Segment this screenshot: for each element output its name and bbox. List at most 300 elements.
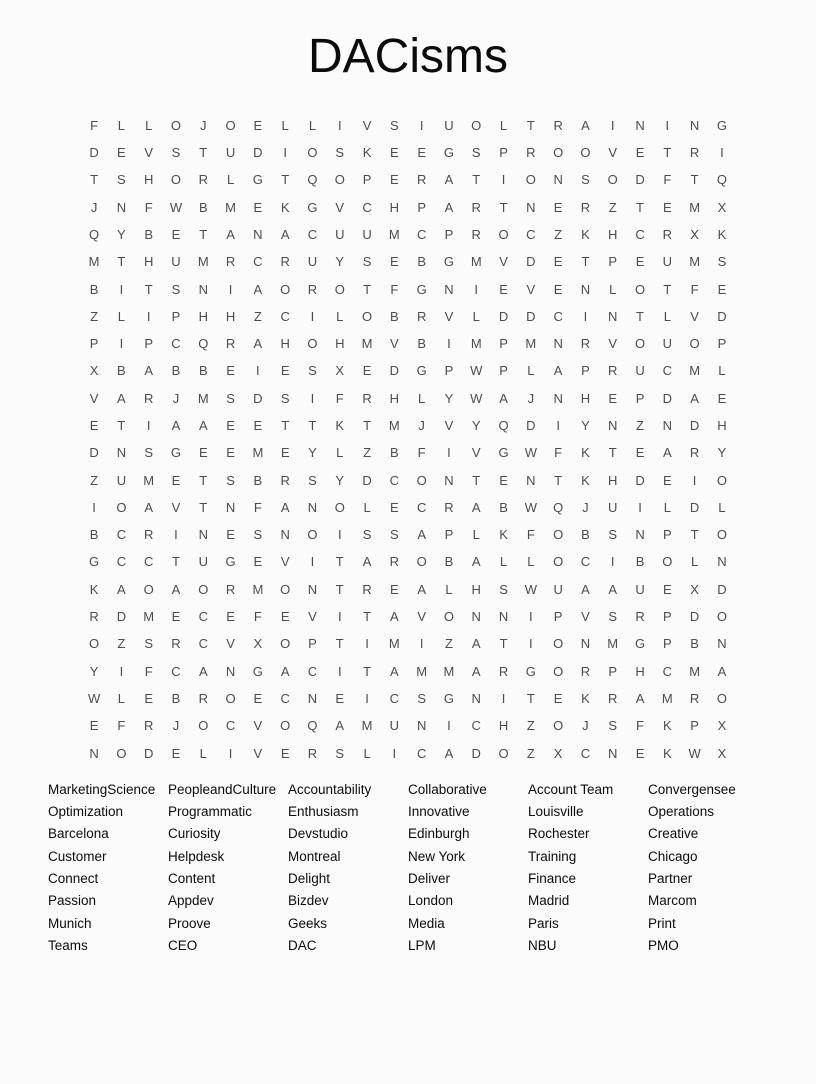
grid-letter: N <box>553 390 563 406</box>
grid-letter: P <box>444 226 454 242</box>
grid-letter: O <box>553 636 564 652</box>
grid-letter: M <box>252 445 264 461</box>
grid-letter: O <box>280 718 291 734</box>
grid-letter: P <box>171 308 181 324</box>
grid-letter: R <box>198 172 208 188</box>
grid-letter: S <box>144 636 154 652</box>
grid-letter: V <box>390 336 399 352</box>
grid-letter: I <box>419 117 424 133</box>
grid-letter: I <box>119 336 124 352</box>
grid-letter: B <box>144 226 154 242</box>
grid-letter: O <box>116 499 127 515</box>
grid-letter: N <box>689 117 700 133</box>
grid-letter: T <box>199 472 208 488</box>
word-list-item: Accountability <box>288 781 372 797</box>
grid-letter: Z <box>636 418 644 433</box>
grid-letter: B <box>499 499 508 515</box>
grid-letter: F <box>117 718 126 734</box>
grid-letter: I <box>447 336 451 352</box>
grid-letter: X <box>717 199 727 215</box>
grid-letter: F <box>554 445 563 461</box>
grid-letter: T <box>90 172 99 188</box>
grid-letter: S <box>171 145 181 161</box>
grid-letter: T <box>117 254 126 270</box>
grid-letter: J <box>172 390 180 406</box>
grid-letter: O <box>553 718 564 734</box>
grid-letter: L <box>472 308 480 324</box>
grid-letter: U <box>553 581 563 597</box>
grid-letter: A <box>280 663 290 679</box>
grid-letter: U <box>116 472 127 488</box>
grid-letter: O <box>498 226 509 242</box>
grid-letter: G <box>498 445 509 461</box>
grid-letter: S <box>608 527 618 543</box>
grid-letter: M <box>361 718 373 734</box>
grid-letter: Z <box>526 718 535 734</box>
grid-letter: E <box>390 499 399 515</box>
grid-letter: R <box>280 472 290 488</box>
grid-letter: R <box>362 390 372 406</box>
grid-letter: E <box>553 690 563 706</box>
grid-letter: U <box>662 336 673 352</box>
grid-letter: S <box>335 745 345 761</box>
grid-letter: S <box>117 172 126 188</box>
grid-letter: T <box>499 636 508 652</box>
word-list-item: Operations <box>648 804 715 820</box>
word-list-column <box>48 779 168 957</box>
grid-letter: I <box>119 281 124 297</box>
grid-letter: I <box>310 554 315 570</box>
grid-letter: I <box>447 445 451 461</box>
grid-letter: T <box>690 172 699 188</box>
grid-letter: C <box>253 254 263 270</box>
grid-letter: C <box>280 308 290 324</box>
grid-letter: V <box>444 418 454 433</box>
grid-letter: K <box>662 718 672 734</box>
grid-letter: I <box>119 663 124 679</box>
grid-letter: O <box>662 554 673 570</box>
grid-letter: F <box>253 609 262 625</box>
word-list-column <box>288 779 408 957</box>
word-list-item: NBU <box>528 937 557 953</box>
grid-letter: V <box>581 609 590 625</box>
grid-letter: K <box>335 418 345 433</box>
grid-letter: O <box>634 336 646 352</box>
grid-letter: A <box>553 363 563 379</box>
grid-letter: C <box>635 226 645 242</box>
grid-letter: P <box>608 254 618 270</box>
grid-letter: J <box>527 390 535 406</box>
grid-letter: N <box>198 281 208 297</box>
grid-letter: H <box>389 390 400 406</box>
grid-letter: X <box>253 636 263 652</box>
grid-letter: N <box>116 199 127 215</box>
grid-letter: A <box>171 581 181 597</box>
grid-letter: H <box>608 472 618 488</box>
grid-letter: N <box>498 609 509 625</box>
grid-letter: D <box>498 308 509 324</box>
grid-letter: W <box>87 690 101 706</box>
grid-letter: O <box>89 636 100 652</box>
grid-letter: O <box>716 609 727 625</box>
grid-letter: C <box>580 554 591 570</box>
grid-letter: E <box>499 472 508 488</box>
grid-letter: R <box>389 554 400 570</box>
grid-letter: M <box>143 609 155 625</box>
grid-letter: U <box>662 254 673 270</box>
grid-letter: A <box>717 663 727 679</box>
grid-letter: O <box>716 690 727 706</box>
grid-letter: O <box>334 281 345 297</box>
grid-letter: A <box>444 172 454 188</box>
grid-letter: G <box>716 117 727 133</box>
grid-letter: Z <box>253 308 262 324</box>
word-list-item: Collaborative <box>408 781 487 797</box>
grid-letter: B <box>690 636 699 652</box>
grid-letter: Y <box>581 418 590 433</box>
grid-letter: O <box>634 281 646 297</box>
grid-letter: N <box>608 308 618 324</box>
grid-letter: T <box>199 499 208 515</box>
grid-letter: T <box>581 254 590 270</box>
word-list-item: Curiosity <box>168 826 221 842</box>
grid-letter: Z <box>526 745 535 761</box>
grid-letter: T <box>636 308 644 324</box>
grid-letter: T <box>335 554 344 570</box>
grid-letter: O <box>225 690 236 706</box>
grid-letter: N <box>635 117 645 133</box>
grid-letter: T <box>281 418 290 433</box>
grid-letter: O <box>416 472 427 488</box>
grid-letter: R <box>307 281 318 297</box>
grid-letter: S <box>308 363 317 379</box>
grid-letter: A <box>581 117 590 133</box>
grid-letter: Z <box>363 445 372 461</box>
grid-letter: E <box>335 690 345 706</box>
grid-letter: M <box>252 581 264 597</box>
grid-letter: M <box>689 199 701 215</box>
grid-letter: D <box>89 445 99 461</box>
word-list-item: MarketingScience <box>48 781 156 797</box>
grid-letter: E <box>635 445 645 461</box>
grid-letter: N <box>471 609 481 625</box>
grid-letter: S <box>253 527 263 543</box>
grid-letter: Z <box>608 199 617 215</box>
grid-letter: F <box>663 172 672 188</box>
grid-letter: X <box>335 363 345 379</box>
grid-letter: H <box>717 418 727 433</box>
grid-letter: O <box>553 554 564 570</box>
grid-letter: I <box>337 609 342 625</box>
grid-letter: S <box>581 172 590 188</box>
grid-letter: C <box>471 718 481 734</box>
grid-letter: U <box>635 581 645 597</box>
grid-letter: H <box>580 390 591 406</box>
grid-letter: T <box>308 418 317 433</box>
grid-letter: I <box>365 636 369 652</box>
grid-letter: T <box>335 581 344 597</box>
grid-letter: A <box>144 363 154 379</box>
word-list-item: Content <box>168 870 216 886</box>
word-list-item: Bizdev <box>288 893 329 909</box>
grid-letter: E <box>171 609 181 625</box>
grid-letter: P <box>635 390 645 406</box>
grid-letter: T <box>608 445 617 461</box>
grid-letter: I <box>419 636 424 652</box>
grid-letter: A <box>471 554 481 570</box>
word-list-item: New York <box>408 848 466 864</box>
grid-letter: A <box>280 226 290 242</box>
grid-letter: Y <box>471 418 481 433</box>
grid-letter: D <box>635 472 645 488</box>
word-list-item: Montreal <box>288 848 341 864</box>
grid-letter: N <box>717 636 727 652</box>
grid-letter: C <box>307 663 318 679</box>
grid-letter: L <box>117 690 125 706</box>
grid-letter: I <box>720 145 724 161</box>
grid-letter: S <box>717 254 727 270</box>
grid-letter: M <box>525 336 537 352</box>
grid-letter: G <box>525 663 536 679</box>
grid-letter: L <box>117 308 125 324</box>
grid-letter: D <box>689 499 700 515</box>
grid-letter: O <box>307 145 318 161</box>
grid-letter: K <box>89 581 99 597</box>
grid-letter: X <box>553 745 563 761</box>
word-list-item: Chicago <box>648 848 698 864</box>
grid-letter: K <box>581 690 590 706</box>
grid-letter: C <box>580 745 591 761</box>
grid-letter: R <box>143 718 154 734</box>
grid-letter: C <box>171 663 181 679</box>
grid-letter: U <box>171 254 181 270</box>
grid-letter: B <box>253 472 263 488</box>
grid-letter: R <box>280 254 290 270</box>
grid-letter: M <box>607 636 619 652</box>
grid-letter: L <box>226 172 235 188</box>
grid-letter: P <box>581 363 590 379</box>
grid-letter: T <box>363 418 372 433</box>
grid-letter: P <box>690 718 699 734</box>
grid-letter: A <box>117 581 126 597</box>
grid-letter: N <box>662 418 673 433</box>
grid-letter: M <box>388 418 400 433</box>
word-list-item: Finance <box>528 870 577 886</box>
grid-letter: Y <box>444 390 454 406</box>
grid-letter: O <box>471 117 482 133</box>
grid-letter: J <box>582 718 589 734</box>
grid-letter: D <box>471 745 481 761</box>
grid-letter: O <box>553 663 564 679</box>
grid-letter: V <box>89 390 99 406</box>
grid-letter: T <box>472 472 481 488</box>
grid-letter: F <box>390 281 399 297</box>
grid-letter: S <box>499 581 508 597</box>
grid-letter: N <box>553 172 563 188</box>
grid-letter: M <box>689 254 701 270</box>
grid-letter: E <box>635 145 645 161</box>
grid-letter: O <box>170 117 182 133</box>
grid-letter: E <box>662 581 672 597</box>
grid-letter: V <box>444 308 454 324</box>
grid-letter: O <box>361 308 373 324</box>
word-list-item: Programmatic <box>168 804 253 820</box>
grid-letter: C <box>416 226 427 242</box>
grid-letter: E <box>635 254 645 270</box>
grid-letter: W <box>169 199 183 215</box>
grid-letter: O <box>307 336 318 352</box>
grid-letter: P <box>608 663 618 679</box>
grid-letter: N <box>116 445 127 461</box>
grid-letter: O <box>334 499 345 515</box>
word-list-item: Appdev <box>168 893 214 909</box>
grid-letter: Z <box>554 226 563 242</box>
grid-letter: I <box>692 472 697 488</box>
grid-letter: F <box>636 718 644 734</box>
grid-letter: O <box>334 172 345 188</box>
grid-letter: K <box>581 445 590 461</box>
grid-letter: K <box>499 527 508 543</box>
grid-letter: N <box>416 718 427 734</box>
grid-letter: D <box>389 363 400 379</box>
grid-letter: C <box>225 718 236 734</box>
grid-letter: O <box>225 117 236 133</box>
grid-letter: D <box>526 418 536 433</box>
grid-letter: V <box>526 281 536 297</box>
grid-letter: X <box>89 363 99 379</box>
grid-letter: E <box>89 718 99 734</box>
grid-letter: O <box>280 581 291 597</box>
grid-letter: A <box>444 199 454 215</box>
grid-letter: E <box>390 254 399 270</box>
grid-letter: L <box>472 527 480 543</box>
word-list-item: PeopleandCulture <box>168 781 277 797</box>
grid-letter: Q <box>89 226 100 242</box>
grid-letter: D <box>689 609 700 625</box>
grid-letter: R <box>171 636 181 652</box>
grid-letter: A <box>471 499 481 515</box>
grid-letter: I <box>529 609 533 625</box>
grid-letter: E <box>553 281 563 297</box>
grid-letter: D <box>253 390 263 406</box>
grid-letter: O <box>443 609 454 625</box>
grid-letter: P <box>553 609 563 625</box>
grid-letter: F <box>90 117 99 133</box>
grid-letter: D <box>689 418 700 433</box>
grid-letter: C <box>171 336 181 352</box>
grid-letter: E <box>198 445 208 461</box>
grid-letter: E <box>171 472 181 488</box>
grid-letter: L <box>199 745 207 761</box>
grid-letter: E <box>390 145 399 161</box>
grid-letter: A <box>635 690 645 706</box>
grid-letter: A <box>390 609 399 625</box>
grid-letter: T <box>363 663 372 679</box>
grid-letter: L <box>363 745 371 761</box>
grid-letter: Q <box>307 172 318 188</box>
grid-letter: V <box>280 554 290 570</box>
word-list-item: Media <box>408 915 445 931</box>
grid-letter: A <box>690 390 699 406</box>
grid-letter: G <box>443 254 454 270</box>
grid-letter: X <box>717 745 727 761</box>
grid-letter: E <box>417 145 426 161</box>
grid-letter: A <box>253 281 263 297</box>
grid-letter: T <box>663 281 672 297</box>
grid-letter: T <box>499 199 508 215</box>
grid-letter: U <box>198 554 208 570</box>
grid-letter: E <box>89 418 99 433</box>
worksheet-page <box>0 28 816 1084</box>
word-list-item: Print <box>648 915 676 931</box>
grid-letter: N <box>444 281 454 297</box>
grid-letter: V <box>499 254 508 270</box>
grid-letter: K <box>662 745 672 761</box>
grid-letter: L <box>718 363 726 379</box>
grid-letter: B <box>635 554 645 570</box>
grid-letter: O <box>116 745 127 761</box>
grid-letter: R <box>689 145 700 161</box>
grid-letter: Q <box>307 718 318 734</box>
grid-letter: M <box>143 472 155 488</box>
grid-letter: S <box>335 145 345 161</box>
grid-letter: P <box>444 527 454 543</box>
grid-letter: E <box>717 390 727 406</box>
page-title: DACisms <box>308 30 508 83</box>
grid-letter: N <box>225 663 236 679</box>
grid-letter: B <box>417 336 426 352</box>
grid-letter: L <box>663 499 671 515</box>
grid-letter: D <box>89 145 99 161</box>
grid-letter: C <box>116 554 127 570</box>
grid-letter: N <box>444 472 454 488</box>
grid-letter: R <box>635 609 645 625</box>
word-list-item: Madrid <box>528 893 570 909</box>
grid-letter: B <box>198 363 208 379</box>
grid-letter: R <box>416 308 427 324</box>
grid-letter: R <box>608 690 618 706</box>
grid-letter: C <box>143 554 154 570</box>
grid-letter: O <box>553 145 564 161</box>
grid-letter: A <box>581 581 590 597</box>
grid-letter: L <box>663 308 671 324</box>
grid-letter: I <box>392 745 397 761</box>
grid-letter: M <box>225 199 236 215</box>
grid-letter: N <box>580 281 591 297</box>
grid-letter: Y <box>335 254 345 270</box>
grid-letter: C <box>389 690 400 706</box>
word-list-column <box>168 779 288 957</box>
grid-letter: Y <box>717 445 727 461</box>
grid-letter: E <box>499 281 508 297</box>
grid-letter: D <box>253 145 263 161</box>
grid-letter: R <box>225 581 236 597</box>
grid-letter: R <box>553 117 563 133</box>
grid-letter: W <box>688 745 701 761</box>
grid-letter: U <box>444 117 454 133</box>
grid-letter: J <box>200 117 207 133</box>
grid-letter: U <box>635 363 645 379</box>
grid-letter: N <box>307 499 318 515</box>
grid-letter: M <box>361 336 373 352</box>
grid-letter: M <box>470 336 482 352</box>
grid-letter: N <box>253 226 263 242</box>
grid-letter: P <box>499 145 508 161</box>
grid-letter: H <box>635 663 645 679</box>
grid-letter: N <box>608 418 618 433</box>
grid-letter: R <box>444 499 454 515</box>
grid-letter: T <box>690 527 699 543</box>
